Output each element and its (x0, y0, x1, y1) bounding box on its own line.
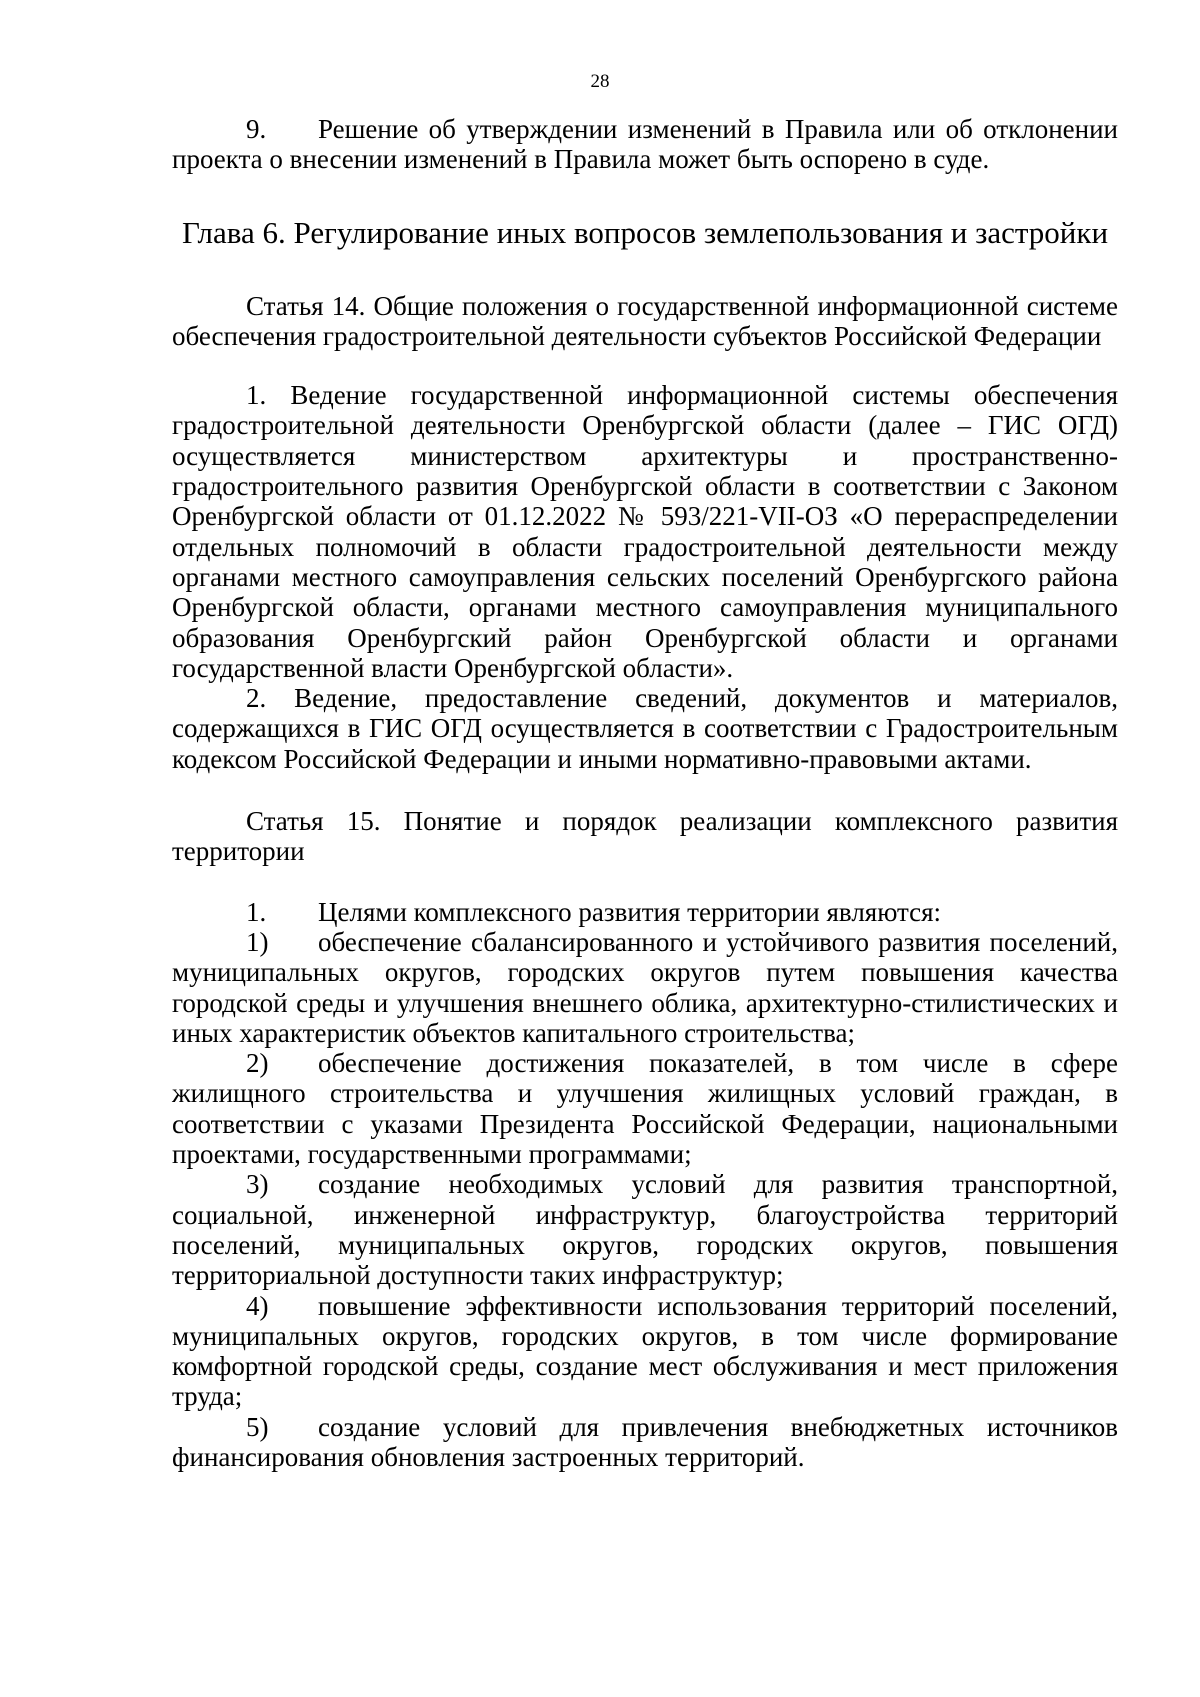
article-15-paragraph-1 (172, 897, 1118, 927)
article-14-heading: Статья 14. Общие положения о государственной информационной системе обеспечения градостроительной деятельности субъектов Российской Федерации (172, 290, 1118, 351)
item-number: 4) (246, 1290, 269, 1321)
chapter-heading: Глава 6. Регулирование иных вопросов землепользования и застройки (181, 214, 1109, 250)
item-number: 1) (246, 926, 269, 957)
item-number: 1. (246, 896, 267, 927)
article-15-heading: Статья 15. Понятие и порядок реализации комплексного развития территории (172, 806, 1118, 867)
paragraph-9 (172, 114, 1118, 175)
item-number: 5) (246, 1411, 269, 1442)
item-number: 9. (246, 114, 267, 144)
item-number: 2) (246, 1048, 269, 1079)
list-item-text: обеспечение сбалансированного и устойчивого развития поселений, муниципальных округов, городских округов путем повышения качества городской среды и улучшения внешнего облика, архитектурно-стилистических и иных характеристик объектов капитального строительства; (172, 926, 1118, 1048)
item-number: 3) (246, 1169, 269, 1200)
list-item-text: создание условий для привлечения внебюджетных источников финансирования обновления застроенных территорий. (172, 1411, 1118, 1472)
list-item-text: обеспечение достижения показателей, в том числе в сфере жилищного строительства и улучшения жилищных условий граждан, в соответствии с указами Президента Российской Федерации, национальными проектами, государственными программами; (172, 1048, 1118, 1170)
list-item-2 (172, 1048, 1118, 1169)
list-item-text: повышение эффективности использования территорий поселений, муниципальных округов, городских округов, в том числе формирование комфортной городской среды, создание мест обслуживания и мест приложения труда; (172, 1290, 1118, 1412)
list-item-4 (172, 1291, 1118, 1412)
paragraph-text: Решение об утверждении изменений в Правила или об отклонении проекта о внесении изменений в Правила может быть оспорено в суде. (172, 114, 1118, 175)
list-item-1 (172, 927, 1118, 1048)
paragraph-text: Целями комплексного развития территории являются: (318, 896, 942, 927)
article-14-paragraph-1: 1. Ведение государственной информационной системы обеспечения градостроительной деятельности Оренбургской области (далее – ГИС ОГД) осуществляется министерством архитектуры и пространственно-градостроительного развития Оренбургской области в соответствии с Законом Оренбургской области от 01.12.2022 № 593/221-VII-ОЗ «О перераспределении отдельных полномочий в области градостроительной деятельности между органами местного самоуправления сельских поселений Оренбургского района Оренбургской области, органами местного самоуправления муниципального образования Оренбургский район Оренбургской области и органами государственной власти Оренбургской области». (172, 380, 1118, 683)
list-item-text: создание необходимых условий для развития транспортной, социальной, инженерной инфраструктур, благоустройства территорий поселений, муниципальных округов, городских округов, повышения территориальной доступности таких инфраструктур; (172, 1169, 1118, 1291)
page-number: 28 (590, 71, 610, 92)
document-body (172, 114, 1118, 1472)
list-item-5 (172, 1412, 1118, 1473)
article-14-paragraph-2: 2. Ведение, предоставление сведений, документов и материалов, содержащихся в ГИС ОГД осуществляется в соответствии с Градостроительным кодексом Российской Федерации и иными нормативно-правовыми актами. (172, 683, 1118, 774)
list-item-3 (172, 1169, 1118, 1290)
